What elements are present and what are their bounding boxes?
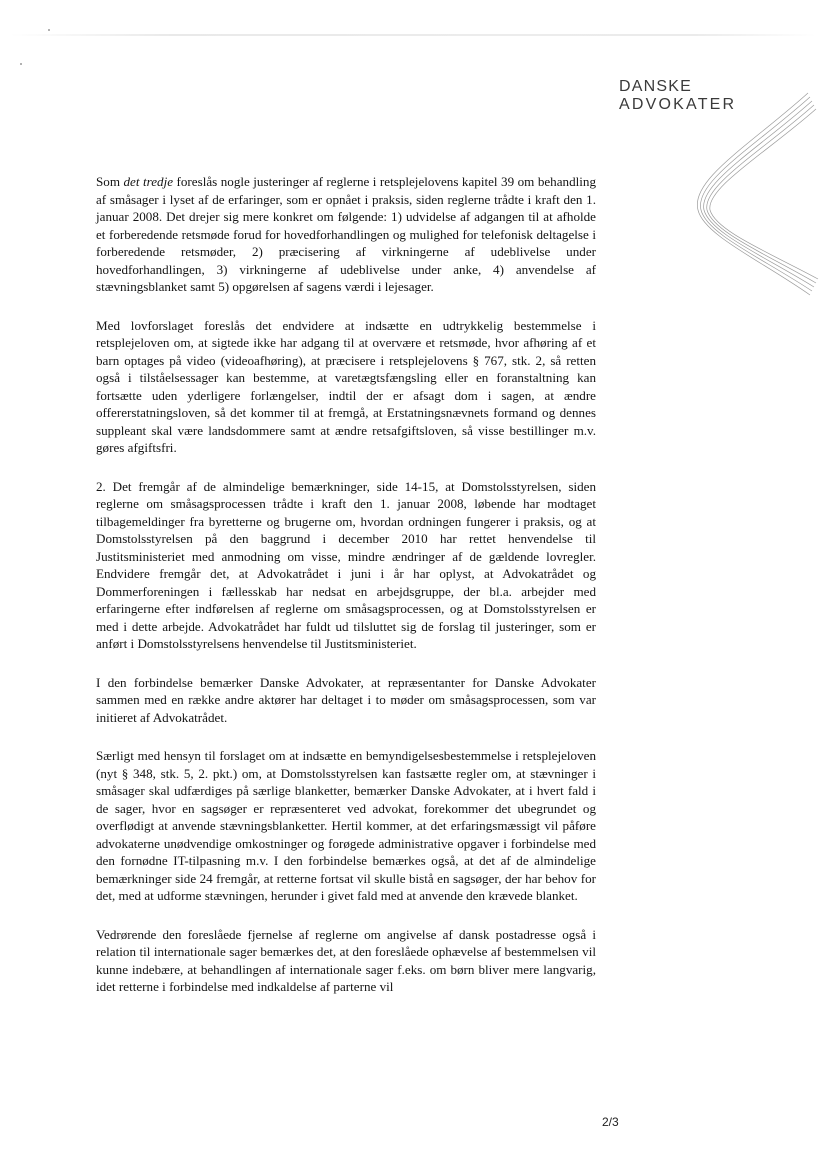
paragraph-meetings: I den forbindelse bemærker Danske Advokater, at repræsentanter for Danske Advokater sammen med en række andre aktører har deltaget i to møder om småsagsprocessen, som var initieret af Advokatrådet.: [96, 674, 596, 725]
scan-artifact-line: [10, 34, 816, 36]
scan-speck: [48, 29, 50, 31]
logo-line-1: DANSKE: [619, 78, 692, 95]
page-number: 2/3: [602, 1115, 619, 1129]
scan-speck: [20, 63, 22, 65]
paragraph-section-2: 2. Det fremgår af de almindelige bemærkninger, side 14-15, at Domstolsstyrelsen, siden reglerne om småsagsprocessen trådte i kraft den 1. januar 2008, løbende har modtaget tilbagemeldinger fra byretterne og brugerne om, hvordan ordningen fungerer i praksis, og at Domstolsstyrelsen på den baggrund i december 2010 har rettet henvendelse til Justitsministeriet med anmodning om visse, mindre ændringer af de gældende lovregler. Endvidere fremgår det, at Advokatrådet i juni i år har oplyst, at Advokatrådet og Dommerforeningen i fællesskab har nedsat en arbejdsgruppe, der bl.a. arbejder med erfaringerne efter indførelsen af reglerne om småsagsprocessen, og at Domstolsstyrelsen er med i dette arbejde. Advokatrådet har fuldt ud tilsluttet sig de forslag til justeringer, som er anført i Domstolsstyrelsens henvendelse til Justitsministeriet.: [96, 478, 596, 651]
document-body: [96, 173, 596, 1017]
paragraph-additional-proposals: Med lovforslaget foreslås det endvidere at indsætte en udtrykkelig bestemmelse i retsplejeloven om, at sigtede ikke har adgang til at overvære et retsmøde, hvor afhøring af et barn optages på video (videoafhøring), at præcisere i retsplejelovens § 767, stk. 2, så retten også i tilståelsessager kan bestemme, at varetægtsfængsling eller en foranstaltning kan fortsætte uden yderligere forlængelser, indtil der er afsagt dom i sagen, at ændre offererstatningsloven, så det kommer til at fremgå, at Erstatningsnævnets formand og dennes suppleant skal være landsdommere samt at ændre retsafgiftsloven, så visse bestillinger m.v. gøres afgiftsfri.: [96, 317, 596, 455]
paragraph-intro-third-proposal: Som det tredje foreslås nogle justeringer af reglerne i retsplejelovens kapitel 39 om behandling af småsager i lyset af de erfaringer, som er opnået i praksis, siden reglerne trådte i kraft den 1. januar 2008. Det drejer sig mere konkret om følgende: 1) udvidelse af adgangen til at afholde et forberedende retsmøde forud for hovedforhandlingen og mulighed for telefonisk deltagelse i forberedende retsmøder, 2) præcisering af virkningerne af udeblivelse under hovedforhandlingen, 3) virkningerne af udeblivelse under anke, 4) anvendelse af stævningsblanket samt 5) opgørelsen af sagens værdi i lejesager.: [96, 174, 597, 294]
paragraph-summons-forms: Særligt med hensyn til forslaget om at indsætte en bemyndigelsesbestemmelse i retsplejeloven (nyt § 348, stk. 5, 2. pkt.) om, at Domstolsstyrelsen kan fastsætte regler om, at stævninger i småsager skal udfærdiges på særlige blanketter, bemærker Danske Advokater, at i hvert fald i de sager, hvor en sagsøger er repræsenteret ved advokat, forekommer det ubegrundet og overflødigt at anvende stævningsblanketter. Hertil kommer, at det erfaringsmæssigt vil påføre advokaterne unødvendige omkostninger og forøgede administrative opgaver i forbindelse med den fornødne IT-tilpasning m.v. I den forbindelse bemærkes også, at det af de almindelige bemærkninger side 24 fremgår, at retterne fortsat vil skulle bistå en sagsøger, der har behov for det, med at udforme stævningen, herunder i givet fald med at anvende den krævede blanket.: [96, 748, 596, 903]
logo-line-2: ADVOKATER: [619, 96, 737, 113]
logo-swoosh-graphic: [690, 85, 820, 315]
paragraph-postal-address: Vedrørende den foreslåede fjernelse af reglerne om angivelse af dansk postadresse også i relation til internationale sager bemærkes det, at den foreslåede ophævelse af bestemmelsen vil kunne indebære, at behandlingen af internationale sager f.eks. om børn bliver mere langvarig, idet retterne i forbindelse med indkaldelse af parterne vil: [96, 926, 596, 994]
